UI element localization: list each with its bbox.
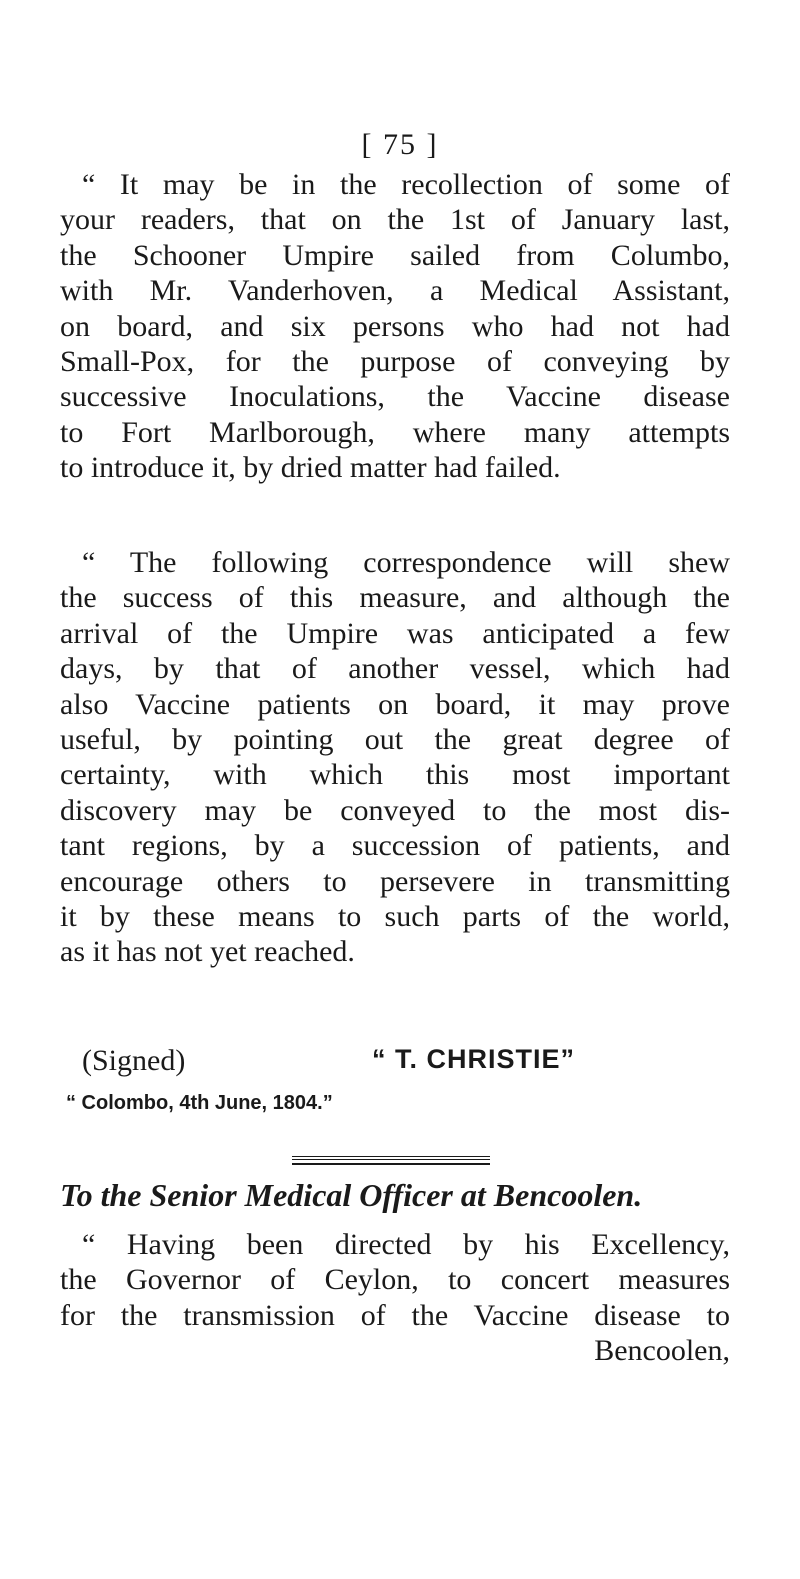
text-line: with Mr. Vanderhoven, a Medical Assistant, [60, 274, 730, 308]
text-line: the Schooner Umpire sailed from Columbo, [60, 238, 730, 272]
text-line: “ The following correspondence will shew [82, 546, 730, 579]
text-line: on board, and six persons who had not had [60, 309, 730, 343]
page-number: [ 75 ] [361, 128, 439, 161]
text-line: successive Inoculations, the Vaccine disease [60, 380, 730, 414]
text-line: “ It may be in the recollection of some of [82, 168, 730, 201]
text-line: to Fort Marlborough, where many attempts [60, 415, 730, 449]
dateline: “ Colombo, 4th June, 1804.” [66, 1092, 333, 1114]
text-line: also Vaccine patients on board, it may prove [60, 687, 730, 721]
text-line: the Governor of Ceylon, to concert measures [60, 1263, 730, 1297]
text-line: to introduce it, by dried matter had failed. [60, 451, 561, 485]
paragraph-directed [60, 1227, 730, 1369]
paragraph-correspondence [60, 545, 730, 970]
text-line: Small-Pox, for the purpose of conveying by [60, 345, 730, 379]
text-line: for the transmission of the Vaccine disease to [60, 1298, 730, 1332]
text-line: days, by that of another vessel, which had [60, 652, 730, 686]
text-line: useful, by pointing out the great degree of [60, 723, 730, 757]
section-divider [292, 1159, 490, 1160]
paragraph-recollection [60, 167, 730, 486]
catchword: Bencoolen, [594, 1334, 730, 1368]
section-divider [292, 1163, 490, 1165]
section-divider [292, 1156, 490, 1157]
signed-label: (Signed) [82, 1044, 186, 1077]
text-line: your readers, that on the 1st of January last, [60, 203, 730, 237]
letter-heading: To the Senior Medical Officer at Bencoolen. [60, 1177, 643, 1213]
signer-name: “ T. CHRISTIE” [372, 1044, 576, 1074]
text-line: as it has not yet reached. [60, 935, 355, 969]
text-line: encourage others to persevere in transmitting [60, 864, 730, 898]
text-line: certainty, with which this most important [60, 758, 730, 792]
text-line: discovery may be conveyed to the most dis- [60, 793, 730, 827]
text-line: arrival of the Umpire was anticipated a few [60, 616, 730, 650]
text-line: tant regions, by a succession of patients, and [60, 829, 730, 863]
text-line: “ Having been directed by his Excellency, [82, 1228, 730, 1261]
text-line: the success of this measure, and although the [60, 581, 730, 615]
text-line: it by these means to such parts of the world, [60, 900, 730, 934]
